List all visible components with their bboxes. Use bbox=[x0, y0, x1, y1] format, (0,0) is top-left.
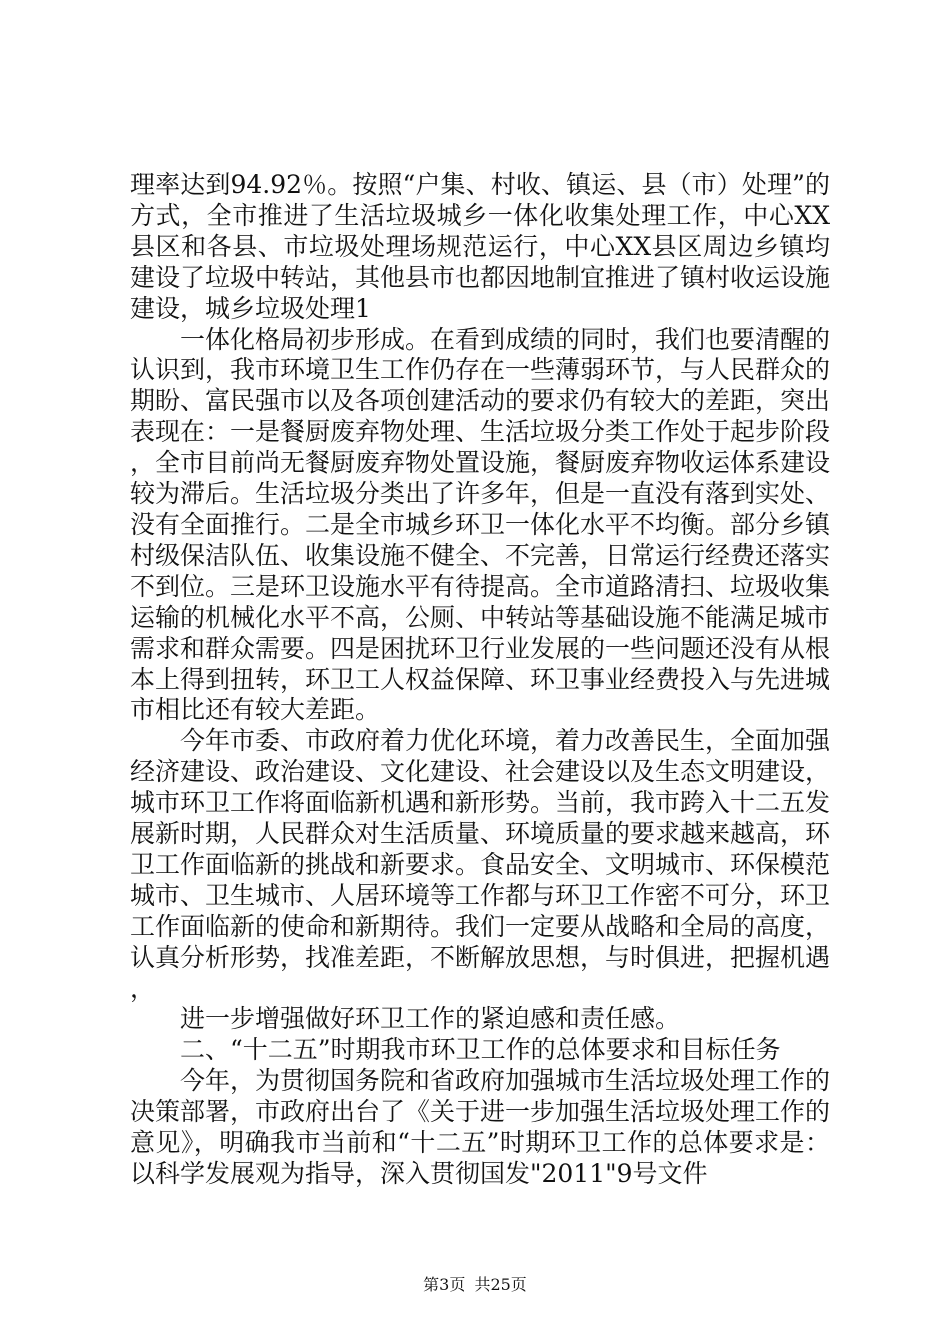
paragraph-2: 一体化格局初步形成。在看到成绩的同时，我们也要清醒的认识到，我市环境卫生工作仍存在一些薄弱环节，与人民群众的期盼、富民强市以及各项创建活动的要求仍有较大的差距，突出表现在：一是餐厨废弃物处理、生活垃圾分类工作处于起步阶段，全市目前尚无餐厨废弃物处置设施，餐厨废弃物收运体系建设较为滞后。生活垃圾分类出了许多年，但是一直没有落到实处、没有全面推行。二是全市城乡环卫一体化水平不均衡。部分乡镇村级保洁队伍、收集设施不健全、不完善，日常运行经费还落实不到位。三是环卫设施水平有待提高。全市道路清扫、垃圾收集运输的机械化水平不高，公厕、中转站等基础设施不能满足城市需求和群众需要。四是困扰环卫行业发展的一些问题还没有从根本上得到扭转，环卫工人权益保障、环卫事业经费投入与先进城市相比还有较大差距。 bbox=[130, 324, 831, 725]
paragraph-3: 今年市委、市政府着力优化环境，着力改善民生，全面加强经济建设、政治建设、文化建设、社会建设以及生态文明建设，城市环卫工作将面临新机遇和新形势。当前，我市跨入十二五发展新时期，人民群众对生活质量、环境质量的要求越来越高，环卫工作面临新的挑战和新要求。食品安全、文明城市、环保模范城市、卫生城市、人居环境等工作都与环卫工作密不可分，环卫工作面临新的使命和新期待。我们一定要从战略和全局的高度，认真分析形势，找准差距，不断解放思想，与时俱进，把握机遇， bbox=[130, 726, 831, 1003]
paragraph-5: 今年，为贯彻国务院和省政府加强城市生活垃圾处理工作的决策部署，市政府出台了《关于进一步加强生活垃圾处理工作的意见》，明确我市当前和“十二五”时期环卫工作的总体要求是：以科学发展观为指导，深入贯彻国发"2011"9号文件 bbox=[130, 1066, 831, 1188]
paragraph-1: 理率达到94.92％。按照“户集、村收、镇运、县（市）处理”的方式，全市推进了生活垃圾城乡一体化收集处理工作，中心XX县区和各县、市垃圾处理场规范运行，中心XX县区周边乡镇均建设了垃圾中转站，其他县市也都因地制宜推进了镇村收运设施建设，城乡垃圾处理1 bbox=[130, 170, 831, 323]
paragraph-4: 进一步增强做好环卫工作的紧迫感和责任感。 bbox=[180, 1004, 681, 1034]
document-body bbox=[130, 170, 830, 1190]
section-heading: 二、“十二五”时期我市环卫工作的总体要求和目标任务 bbox=[180, 1035, 781, 1065]
page-footer: 第3页 共25页 bbox=[423, 1275, 527, 1294]
